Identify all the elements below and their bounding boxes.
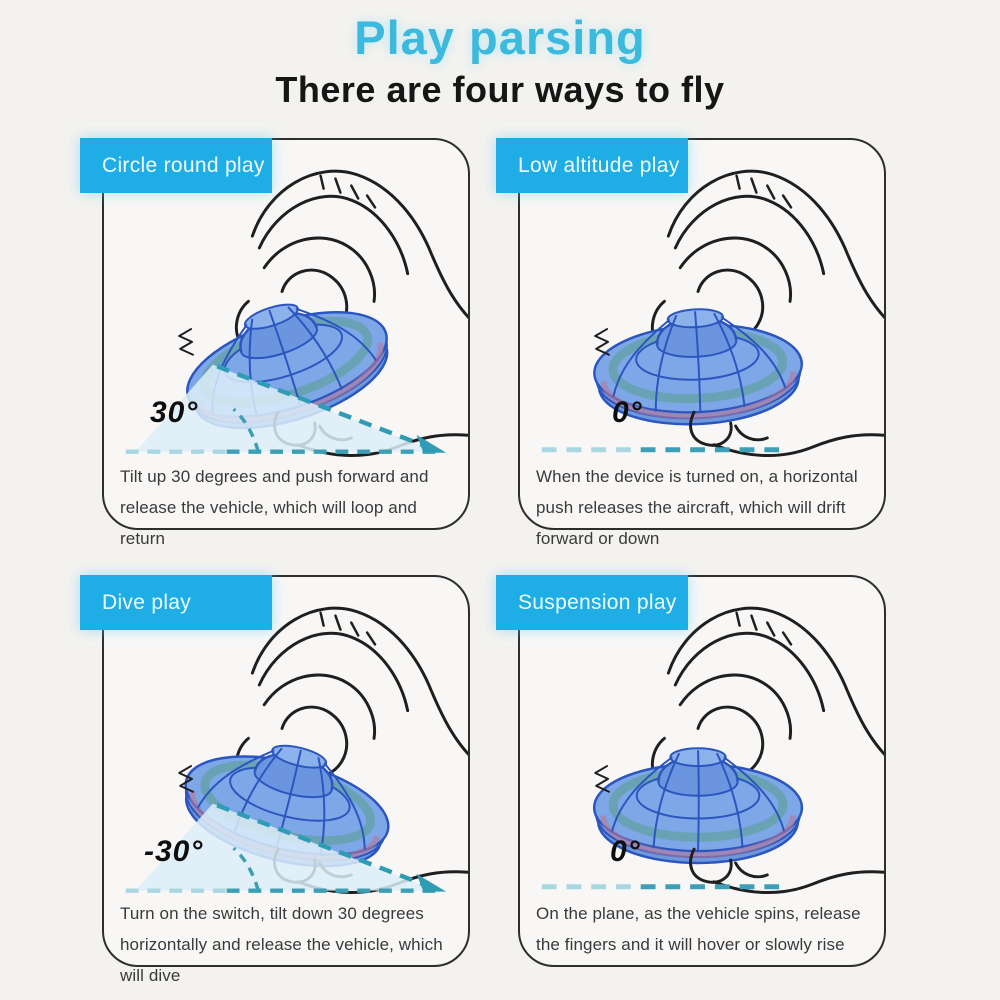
panels-grid	[102, 138, 886, 985]
angle-value: -30°	[144, 835, 204, 868]
panel-label-text: Dive play	[102, 590, 192, 614]
panel-label-text: Suspension play	[518, 590, 677, 614]
panel-label-dive-play	[80, 575, 272, 630]
panel-caption: Tilt up 30 degrees and push forward and release the vehicle, which will loop and return	[120, 467, 429, 548]
angle-value: 30°	[150, 396, 199, 429]
angle-value: 0°	[612, 396, 643, 429]
panel-caption: Turn on the switch, tilt down 30 degrees horizontally and release the vehicle, which will dive	[120, 904, 443, 985]
panel-caption: When the device is turned on, a horizontal push releases the aircraft, which will drift forward or down	[536, 467, 858, 548]
panel-circle-round-play	[102, 138, 470, 548]
panel-low-altitude-play	[518, 138, 886, 548]
panel-label-text: Low altitude play	[518, 153, 680, 177]
page-header	[0, 0, 1000, 111]
panel-label-suspension-play	[496, 575, 688, 630]
panel-label-text: Circle round play	[102, 153, 265, 177]
panel-label-circle-round-play	[80, 138, 272, 193]
page-title: Play parsing	[354, 11, 646, 64]
panel-suspension-play	[518, 575, 886, 967]
panel-caption: On the plane, as the vehicle spins, release the fingers and it will hover or slowly rise	[536, 904, 861, 954]
panel-dive-play	[102, 575, 470, 985]
panel-label-low-altitude-play	[496, 138, 688, 193]
page-subtitle: There are four ways to fly	[275, 69, 725, 110]
angle-value: 0°	[610, 835, 641, 868]
